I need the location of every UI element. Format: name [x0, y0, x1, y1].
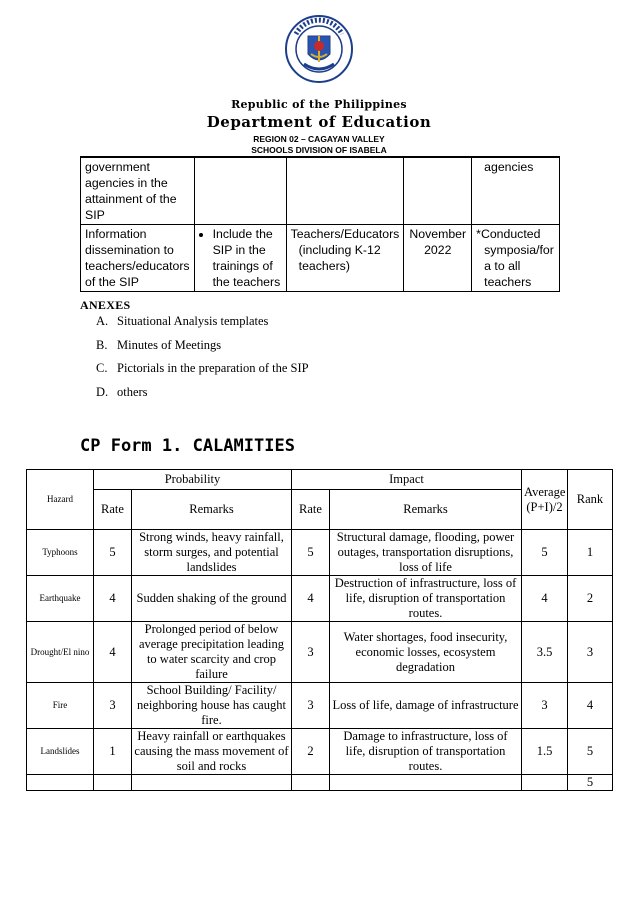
- table-cell: 4: [292, 576, 330, 622]
- table-cell: 4: [568, 683, 613, 729]
- list-item: [96, 312, 309, 336]
- annexes-list: [96, 312, 309, 406]
- region-heading: REGION 02 – CAGAYAN VALLEY: [253, 134, 385, 144]
- table-cell: Loss of life, damage of infrastructure: [330, 683, 522, 729]
- table-cell: [472, 158, 560, 225]
- table-row: [27, 622, 613, 683]
- table-cell: 3: [292, 683, 330, 729]
- table-cell: 3: [292, 622, 330, 683]
- table-row: [81, 225, 560, 292]
- table-cell: Strong winds, heavy rainfall, storm surges, and potential landslides: [132, 530, 292, 576]
- table-cell: Sudden shaking of the ground: [132, 576, 292, 622]
- table-cell: Heavy rainfall or earthquakes causing the mass movement of soil and rocks: [132, 729, 292, 775]
- table-cell: 2: [568, 576, 613, 622]
- table-cell: [292, 775, 330, 791]
- table-cell: Damage to infrastructure, loss of life, disruption of transportation routes.: [330, 729, 522, 775]
- calamities-table: [26, 469, 613, 791]
- table-cell: Information dissemination to teachers/educators of the SIP: [81, 225, 195, 292]
- list-text: others: [117, 384, 148, 399]
- table-row: [27, 775, 613, 791]
- cell-text: agencies: [484, 160, 534, 174]
- table-cell: Prolonged period of below average precipitation leading to water scarcity and crop failure: [132, 622, 292, 683]
- table-cell: Structural damage, flooding, power outages, transportation disruptions, loss of life: [330, 530, 522, 576]
- header-rate: Rate: [94, 490, 132, 530]
- table-row: [27, 729, 613, 775]
- header-rank: Rank: [568, 470, 613, 530]
- table-cell: 1.5: [522, 729, 568, 775]
- sip-table: [80, 157, 560, 292]
- table-cell: November 2022: [404, 225, 472, 292]
- table-cell: [472, 225, 560, 292]
- header-rate: Rate: [292, 490, 330, 530]
- table-cell: government agencies in the attainment of the SIP: [81, 158, 195, 225]
- header-impact: Impact: [292, 470, 522, 490]
- list-text: Pictorials in the preparation of the SIP: [117, 361, 309, 375]
- header-remarks: Remarks: [132, 490, 292, 530]
- table-cell: 5: [568, 729, 613, 775]
- list-letter: A.: [96, 314, 109, 328]
- hazard-cell: Drought/El nino: [27, 622, 94, 683]
- table-cell: [286, 158, 404, 225]
- table-cell: 5: [568, 775, 613, 791]
- table-cell: 4: [522, 576, 568, 622]
- table-cell: 2: [292, 729, 330, 775]
- list-text: Situational Analysis templates: [117, 314, 269, 328]
- list-text: Minutes of Meetings: [117, 337, 222, 352]
- table-cell: [330, 775, 522, 791]
- table-cell: 3: [522, 683, 568, 729]
- table-row: [27, 683, 613, 729]
- header-average: Average (P+I)/2: [522, 470, 568, 530]
- table-cell: 4: [94, 576, 132, 622]
- table-cell: Destruction of infrastructure, loss of life, disruption of transportation routes.: [330, 576, 522, 622]
- table-cell: 5: [292, 530, 330, 576]
- table-cell: 1: [568, 530, 613, 576]
- table-header-row: [27, 470, 613, 490]
- department-heading: Department of Education: [206, 113, 432, 131]
- hazard-cell: Typhoons: [27, 530, 94, 576]
- annexes-title: ANEXES: [80, 298, 131, 312]
- hazard-cell: Earthquake: [27, 576, 94, 622]
- table-cell: Water shortages, food insecurity, economic losses, ecosystem degradation: [330, 622, 522, 683]
- table-cell: 3: [568, 622, 613, 683]
- list-letter: B.: [96, 337, 108, 352]
- deped-seal-logo: [284, 14, 354, 84]
- table-cell: [94, 775, 132, 791]
- calamities-title: CP Form 1. CALAMITIES: [80, 436, 295, 456]
- cell-text: Teachers/Educators (including K-12 teachers): [290, 227, 400, 273]
- table-row: [81, 158, 560, 225]
- list-item: [96, 336, 309, 360]
- table-cell: [404, 158, 472, 225]
- table-cell: 5: [522, 530, 568, 576]
- table-cell: [132, 775, 292, 791]
- table-cell: [522, 775, 568, 791]
- bullet-item: • Include the SIP in the trainings of the teachers: [213, 226, 282, 290]
- hazard-cell: Landslides: [27, 729, 94, 775]
- table-cell: [194, 225, 286, 292]
- hazard-cell: Fire: [27, 683, 94, 729]
- list-letter: D.: [96, 384, 109, 399]
- table-cell: [286, 225, 404, 292]
- table-cell: [194, 158, 286, 225]
- table-cell: 3.5: [522, 622, 568, 683]
- table-cell: School Building/ Facility/ neighboring house has caught fire.: [132, 683, 292, 729]
- list-item: [96, 359, 309, 383]
- division-heading: SCHOOLS DIVISION OF ISABELA: [251, 145, 387, 155]
- cell-text: *Conducted symposia/for a to all teachers: [476, 227, 554, 289]
- header-remarks: Remarks: [330, 490, 522, 530]
- table-cell: 4: [94, 622, 132, 683]
- table-row: [27, 530, 613, 576]
- header-hazard: Hazard: [27, 470, 94, 530]
- republic-heading: Republic of the Philippines: [231, 98, 407, 111]
- list-item: [96, 383, 309, 407]
- list-letter: C.: [96, 361, 108, 375]
- table-cell: 3: [94, 683, 132, 729]
- table-cell: 1: [94, 729, 132, 775]
- table-row: [27, 576, 613, 622]
- header-probability: Probability: [94, 470, 292, 490]
- table-cell: [27, 775, 94, 791]
- table-cell: 5: [94, 530, 132, 576]
